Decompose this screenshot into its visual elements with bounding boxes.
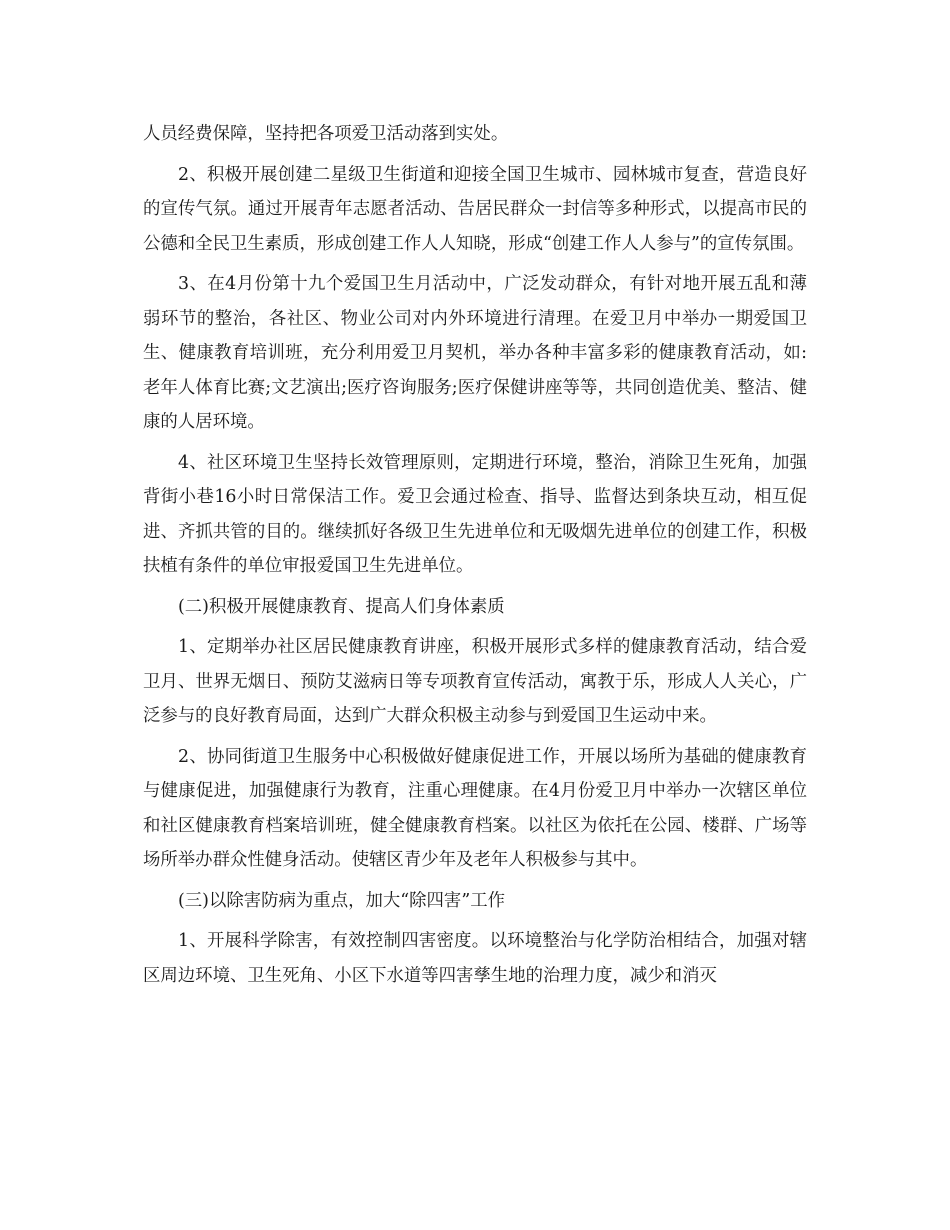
paragraph-7: 1、开展科学除害，有效控制四害密度。以环境整治与化学防治相结合，加强对辖区周边环境、卫生死角、小区下水道等四害孳生地的治理力度，减少和消灭 — [143, 931, 807, 986]
section-heading-2: (二)积极开展健康教育、提高人们身体素质 — [178, 596, 505, 617]
paragraph-5: 1、定期举办社区居民健康教育讲座，积极开展形式多样的健康教育活动，结合爱卫月、世界无烟日、预防艾滋病日等专项教育宣传活动，寓教于乐，形成人人关心，广泛参与的良好教育局面，达到广大群众积极主动参与到爱国卫生运动中来。 — [143, 637, 807, 726]
paragraph-4: 4、社区环境卫生坚持长效管理原则，定期进行环境，整治，消除卫生死角，加强背街小巷16小时日常保洁工作。爱卫会通过检查、指导、监督达到条块互动，相互促进、齐抓共管的目的。继续抓好各级卫生先进单位和无吸烟先进单位的创建工作，积极扶植有条件的单位审报爱国卫生先进单位。 — [143, 452, 807, 576]
paragraph-3: 3、在4月份第十九个爱国卫生月活动中，广泛发动群众，有针对地开展五乱和薄弱环节的整治，各社区、物业公司对内外环境进行清理。在爱卫月中举办一期爱国卫生、健康教育培训班，充分利用爱卫月契机，举办各种丰富多彩的健康教育活动，如:老年人体育比赛;文艺演出;医疗咨询服务;医疗保健讲座等等，共同创造优美、整洁、健康的人居环境。 — [143, 274, 807, 432]
section-heading-3: (三)以除害防病为重点，加大“除四害”工作 — [178, 890, 505, 911]
paragraph-1: 人员经费保障，坚持把各项爱卫活动落到实处。 — [143, 124, 509, 144]
paragraph-6: 2、协同街道卫生服务中心积极做好健康促进工作，开展以场所为基础的健康教育与健康促进，加强健康行为教育，注重心理健康。在4月份爱卫月中举办一次辖区单位和社区健康教育档案培训班，健全健康教育档案。以社区为依托在公园、楼群、广场等场所举办群众性健身活动。使辖区青少年及老年人积极参与其中。 — [143, 746, 807, 870]
paragraph-2: 2、积极开展创建二星级卫生街道和迎接全国卫生城市、园林城市复查，营造良好的宣传气氛。通过开展青年志愿者活动、告居民群众一封信等多种形式，以提高市民的公德和全民卫生素质，形成创建工作人人知晓，形成“创建工作人人参与”的宣传氛围。 — [143, 164, 807, 254]
